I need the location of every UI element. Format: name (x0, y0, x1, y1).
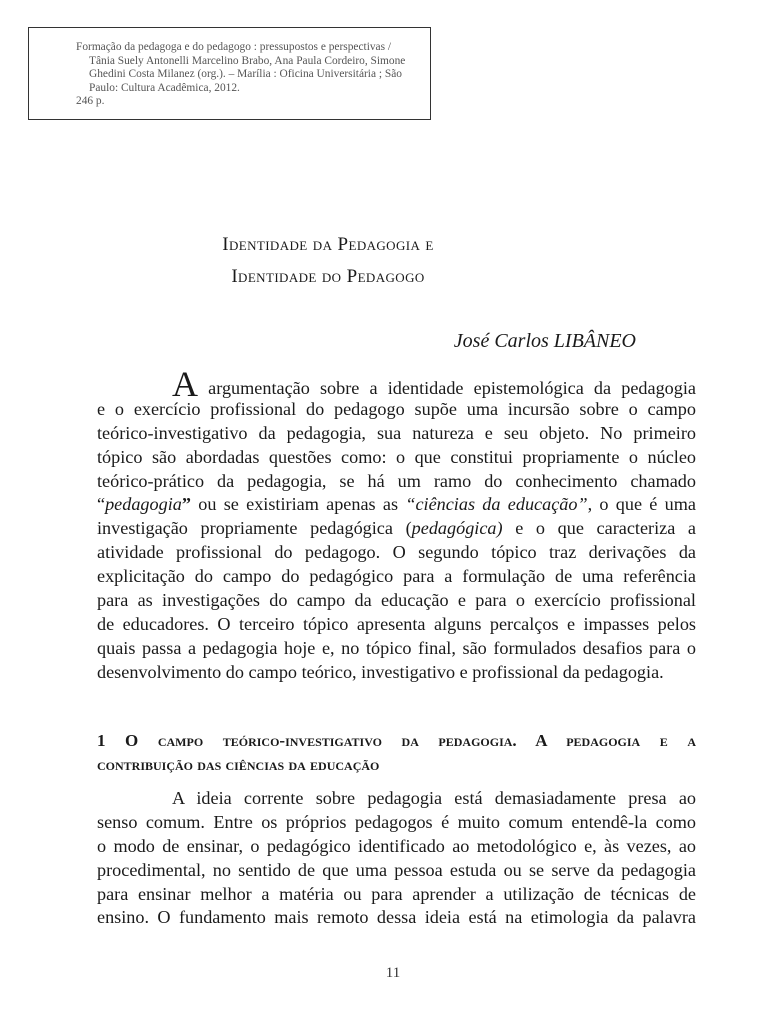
paragraph-line: quais passa a pedagogia hoje e, no tópico final, são formulados desafios para o (97, 637, 696, 658)
catalog-line: Paulo: Cultura Acadêmica, 2012. (89, 81, 240, 94)
text-run: investigação propriamente pedagógica ( (97, 518, 412, 539)
text-run: “ (97, 494, 106, 515)
paragraph-line: e o exercício profissional do pedagogo supõe uma incursão sobre o campo (97, 398, 696, 419)
catalog-line: Tânia Suely Antonelli Marcelino Brabo, Ana Paula Cordeiro, Simone (89, 54, 406, 67)
paragraph-line (97, 493, 696, 517)
paragraph-line: senso comum. Entre os próprios pedagogos é muito comum entendê-la como (97, 811, 696, 832)
paragraph-line: para as investigações do campo da educação e para o exercício profissional (97, 590, 696, 611)
paragraph-line: A ideia corrente sobre pedagogia está demasiadamente presa ao (172, 788, 696, 808)
catalog-line: Formação da pedagoga e do pedagogo : pressupostos e perspectivas / (76, 41, 392, 53)
section-heading-line-1: 1 O campo teórico-investigativo da pedagogia. A pedagogia e a (97, 731, 696, 750)
article-title-line-2: Identidade do Pedagogo (231, 266, 425, 287)
paragraph-line: explicitação do campo do pedagógico para a formulação de uma referência (97, 566, 696, 587)
text-run: pedagógica) (411, 518, 503, 539)
paragraph-line: para ensinar melhor a matéria ou para aprender a utilização de técnicas de (97, 883, 696, 904)
paragraph-line: o modo de ensinar, o pedagógico identificado ao metodológico e, às vezes, ao (97, 835, 696, 856)
text-run: ou se existiriam apenas as (190, 494, 406, 515)
paragraph-line: procedimental, no sentido de que uma pessoa estuda ou se serve da pedagogia (97, 859, 696, 880)
paragraph-line: atividade profissional do pedagogo. O segundo tópico traz derivações da (97, 542, 696, 563)
text-run: ” (181, 494, 191, 515)
paragraph-line: ensino. O fundamento mais remoto dessa ideia está na etimologia da palavra (97, 907, 696, 928)
paragraph-line: teórico-investigativo da pedagogia, sua natureza e seu objeto. No primeiro (97, 422, 696, 443)
catalog-line: 246 p. (76, 95, 105, 108)
article-title-line-1: Identidade da Pedagogia e (222, 234, 434, 255)
text-run: argumentação sobre a identidade epistemológica da pedagogia (198, 378, 696, 398)
paragraph-line: de educadores. O terceiro tópico apresenta alguns percalços e impasses pelos (97, 613, 696, 634)
paragraph-line: tópico são abordadas questões como: o que constitui propriamente o núcleo (97, 446, 696, 467)
catalog-line: Ghedini Costa Milanez (org.). – Marília : Oficina Universitária ; São (89, 68, 402, 81)
section-heading (97, 729, 696, 777)
page-number: 11 (385, 965, 401, 981)
section-paragraph (97, 787, 696, 930)
drop-cap: A (172, 364, 198, 404)
paragraph-line: teórico-prático da pedagogia, se há um ramo do conhecimento chamado (97, 470, 696, 491)
paragraph-line (97, 517, 696, 541)
text-run: “ciências da educação” (405, 494, 588, 515)
paragraph-line (97, 364, 696, 404)
catalog-card (28, 27, 431, 120)
text-run: pedagogia (105, 494, 182, 515)
author-name: José Carlos LIBÂNEO (453, 330, 636, 352)
section-heading-line-2: contribuição das ciências da educação (97, 755, 380, 774)
intro-paragraph (97, 364, 696, 685)
text-run: e o que caracteriza a (502, 518, 696, 539)
paragraph-line: desenvolvimento do campo teórico, investigativo e profissional da pedagogia. (97, 661, 664, 682)
text-run: , o que é uma (587, 494, 696, 515)
